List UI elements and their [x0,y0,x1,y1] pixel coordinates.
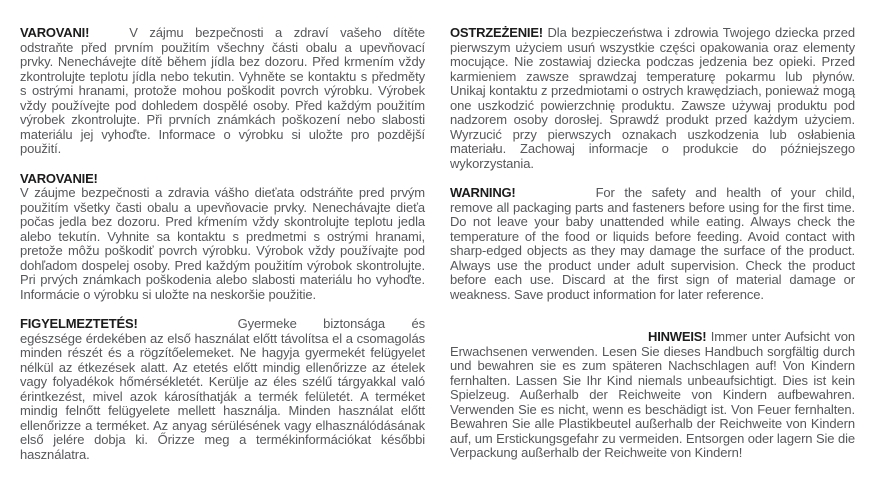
section-body-de: Immer unter Aufsicht von Erwachsenen verwenden. Lesen Sie dieses Handbuch sorgfältig durch und bewahren sie es zum späteren Nachschlagen auf! Von Kindern fernhalten. Lassen Sie Ihr Kind niemals unbeaufsichtigt. Dies ist kein Spielzeug. Außerhalb der Reichweite von Kindern aufbewahren. Verwenden Sie es nicht, wenn es beschädigt ist. Von Feuer fernhalten. Bewahren Sie alle Plastikbeutel außerhalb der Reichweite von Kindern auf, um Erstickungsgefahr zu vermeiden. Entsorgen oder lagern Sie die Verpackung außerhalb der Reichweite von Kindern! [450,329,855,460]
section-heading-en: WARNING! [450,185,516,200]
warning-section-de [450,330,855,461]
section-heading-hu: FIGYELMEZTETÉS! [20,316,138,331]
section-body-cs: V zájmu bezpečnosti a zdraví vašeho dítěte odstraňte před prvním použitím všechny části obalu a upevňovací prvky. Nenechávejte dítě během jídla bez dozoru. Před krmením vždy zkontrolujte teplotu jídla nebo tekutin. Vyhněte se kontaktu s předměty s ostrými hranami, protože mohou poškodit povrch výrobku. Výrobek vždy používejte pod dohledem dospělé osoby. Před každým použitím výrobek zkontrolujte. Při prvních známkách poškození nebo slabosti materiálu jej vyhoďte. Informace o výrobku si uložte pro pozdější použití. [20,25,425,156]
section-heading-cs: VAROVANI! [20,25,90,40]
warning-section-sk [20,172,425,303]
section-heading-de: HINWEIS! [648,329,707,344]
section-heading-sk: VAROVANIE! [20,170,98,186]
section-body-sk: V záujme bezpečnosti a zdravia vášho dieťata odstráňte pred prvým použitím všetky časti obalu a upevňovacie prvky. Nenechávajte dieťa počas jedla bez dozoru. Pred kŕmením vždy skontrolujte teplotu jedla alebo tekutín. Vyhnite sa kontaktu s predmetmi s ostrými hranami, pretože môžu poškodiť povrch výrobku. Výrobok vždy používajte pod dohľadom dospelej osoby. Pred každým použitím výrobok skontrolujte. Pri prvých známkach poškodenia alebo slabosti materiálu ho vyhoďte. Informácie o výrobku si uložte na neskoršie použitie. [20,185,425,302]
section-heading-pl: OSTRZEŻENIE! [450,25,543,40]
right-column [450,26,855,494]
warning-section-pl [450,26,855,171]
warning-section-en [450,186,855,302]
warning-section-hu [20,317,425,462]
warning-section-cs [20,26,425,157]
left-column [20,26,425,494]
section-body-pl: Dla bezpieczeństwa i zdrowia Twojego dziecka przed pierwszym użyciem usuń wszystkie części opakowania oraz elementy mocujące. Nie zostawiaj dziecka podczas jedzenia bez opieki. Przed karmieniem zawsze sprawdzaj temperaturę pokarmu lub płynów. Unikaj kontaktu z przedmiotami o ostrych krawędziach, ponieważ mogą one uszkodzić powierzchnię produktu. Zawsze używaj produktu pod nadzorem osoby dorosłej. Sprawdź produkt przed każdym użyciem. Wyrzucić przy pierwszych oznakach uszkodzenia lub osłabienia materiału. Zachowaj informacje o produkcie do późniejszego wykorzystania. [450,25,855,171]
section-body-hu: Gyermeke biztonsága és egészsége érdekében az első használat előtt távolítsa el a csomagolás minden részét és a rögzítőelemeket. Ne hagyja gyermekét felügyelet nélkül az étkezések alatt. Az etetés előtt mindig ellenőrizze az ételek vagy folyadékok hőmérsékletét. Kerülje az éles szélű tárgyakkal való érintkezést, mivel azok károsíthatják a termék felületét. A terméket mindig felnőtt felügyelete mellett használja. Minden használat előtt ellenőrizze a terméket. Az anyag sérülésének vagy elhasználódásának első jelére dobja ki. Őrizze meg a termékinformációkat későbbi használatra. [20,316,425,462]
section-body-en: For the safety and health of your child, remove all packaging parts and fasteners before using for the first time. Do not leave your baby unattended while eating. Always check the temperature of the food or liquids before feeding. Avoid contact with sharp-edged objects as they may damage the surface of the product. Always use the product under adult supervision. Check the product before each use. Discard at the first sign of material damage or weakness. Save product information for later reference. [450,185,855,302]
